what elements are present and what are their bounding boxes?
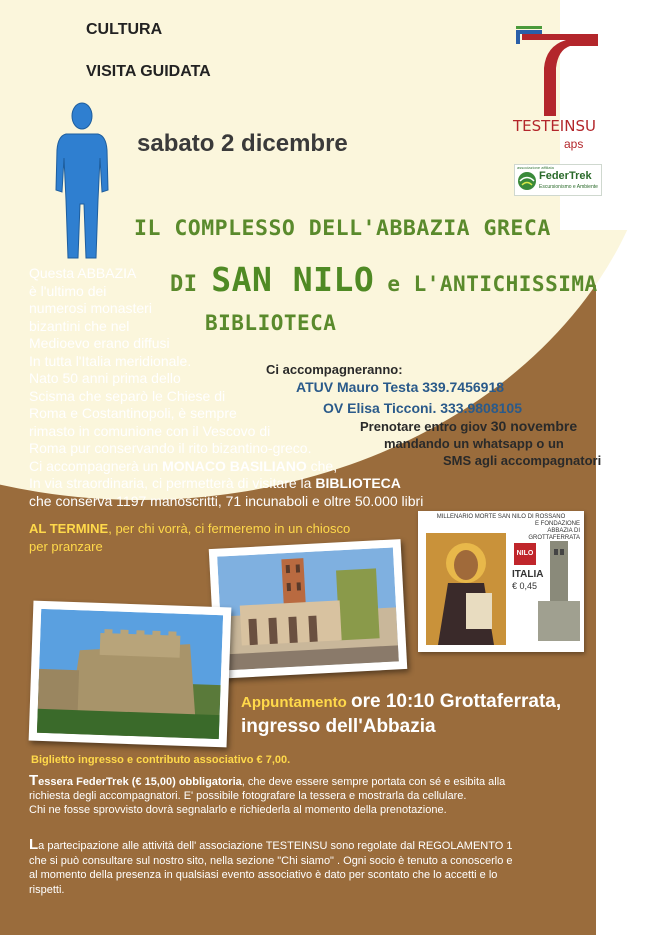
card-line-3: Chi ne fosse sprovvisto dovrà segnalarlo e richiederla al momento della prenotazione.: [29, 804, 447, 816]
card-line-1: [29, 774, 589, 789]
guides-heading: Ci accompagneranno:: [266, 362, 403, 377]
abbey-photo: [209, 539, 408, 679]
booking-pre: Prenotare entro giov: [360, 419, 491, 434]
federtrek-subtitle: Escursionismo e Ambiente: [539, 184, 598, 190]
stamp-caption-line: ABBAZIA DI: [547, 528, 580, 534]
ticket-price: Biglietto ingresso e contributo associativo € 7,00.: [31, 754, 291, 766]
monk-line: [29, 458, 423, 476]
description-line: è l'ultimo dei: [29, 282, 107, 299]
booking-date: 30 novembre: [490, 418, 578, 434]
description-line: rimasto in comunione con il Vescovo di: [29, 422, 271, 439]
monk-post: che,: [306, 457, 338, 474]
stamp-caption-line: MILLENARIO MORTE SAN NILO DI ROSSANO: [436, 514, 566, 520]
description-line: Medioevo erano diffusi: [29, 335, 170, 351]
description-line: Questa ABBAZIA: [29, 265, 137, 281]
stamp-value: € 0,45: [512, 581, 538, 591]
rules-line-1: [29, 838, 589, 854]
guide-2: OV Elisa Ticconi. 333.9808105: [323, 400, 522, 416]
testeinsu-name: TESTEINSU: [513, 117, 596, 135]
abbey-church-image: [217, 547, 399, 670]
guide-1: ATUV Mauro Testa 339.7456918: [296, 379, 505, 395]
title-line-1: IL COMPLESSO DELL'ABBAZIA GRECA: [134, 216, 551, 241]
testeinsu-logo-icon: [512, 20, 602, 120]
library-detail: che conserva 1197 manoscritti, 71 incunaboli e oltre 50.000 libri: [29, 492, 424, 509]
event-type-label: VISITA GUIDATA: [86, 63, 211, 80]
title-line-2-prefix: DI: [170, 272, 212, 297]
title-line-3: BIBLIOTECA: [205, 311, 337, 335]
rules-line-2: che si può consultare sul nostro sito, nella sezione "Chi siamo" . Ogni socio è tenuto a conoscerlo e: [29, 854, 513, 867]
description-line: bizantini che nel: [29, 317, 130, 334]
globe-icon: [517, 171, 537, 191]
booking-line-2: mandando un whatsapp o un: [384, 436, 564, 451]
rules-line-4: rispetti.: [29, 883, 65, 896]
meeting-place: ingresso dell'Abbazia: [241, 716, 436, 737]
testeinsu-suffix: aps: [564, 137, 584, 151]
nilo-logo: NILO: [514, 543, 536, 565]
library-highlight: BIBLIOTECA: [315, 475, 401, 491]
federtrek-logo: [514, 164, 602, 196]
meeting-line-1: [241, 690, 561, 715]
stamp-country: ITALIA: [512, 569, 544, 580]
booking-line-3: SMS agli accompagnatori: [443, 453, 602, 468]
castle-photo: [29, 601, 232, 748]
federtrek-top-text: associazione affiliata: [517, 165, 554, 170]
event-date: sabato 2 dicembre: [137, 130, 348, 157]
card-highlight: essera FederTrek (€ 15,00) obbligatoria: [38, 776, 242, 788]
meeting-info: [241, 690, 561, 739]
description-line: Roma e Costantinopoli, è sempre: [29, 405, 237, 421]
description-line: Scisma che separò le Chiese di: [29, 387, 226, 404]
description-line: numerosi monasteri: [29, 300, 152, 316]
rules-text: a partecipazione alle attività dell' associazione TESTEINSU sono regolate dal REGOLAMENTO 1: [38, 840, 513, 852]
meeting-prefix: Appuntamento: [241, 694, 351, 711]
card-text: , che deve essere sempre portata con sé e esibita alla: [241, 776, 506, 788]
library-pre: In via straordinaria, ci permetterà di visitare la: [29, 475, 316, 491]
rules-line-3: al momento della presenza in qualsiasi evento associativo è dato per scontato che lo accetti e lo: [29, 869, 498, 881]
lunch-text: , per chi vorrà, ci fermeremo in un chiosco: [108, 521, 351, 536]
description-line: Roma pur conservando il rito bizantino-greco.: [29, 440, 312, 456]
association-rules: [29, 838, 589, 897]
rules-initial: L: [29, 836, 39, 853]
title-line-2-suffix: e L'ANTICHISSIMA: [374, 272, 598, 296]
lunch-line-2: per pranzare: [29, 539, 103, 554]
meeting-time: ore 10:10 Grottaferrata,: [351, 691, 562, 712]
person-icon: [52, 100, 112, 260]
description-line: Nato 50 anni prima dello: [29, 370, 181, 386]
stamp-caption-line: E FONDAZIONE: [534, 521, 580, 527]
title-san-nilo: SAN NILO: [211, 260, 375, 299]
federtrek-name: FederTrek: [539, 170, 592, 182]
monk-pre: Ci accompagnerà un: [29, 457, 163, 474]
saint-icon-image: [426, 533, 506, 645]
lunch-highlight: AL TERMINE: [29, 521, 109, 536]
lunch-line-1: [29, 520, 350, 538]
category-label: CULTURA: [86, 21, 163, 38]
card-line-2: richiesta degli accompagnatori. E' possibile fotografare la tessera e mostrarla da cellulare.: [29, 790, 467, 802]
monk-highlight: MONACO BASILIANO: [162, 457, 307, 474]
library-line: [29, 475, 423, 493]
castle-image: [37, 609, 223, 739]
booking-line-1: [360, 418, 577, 434]
card-initial: T: [29, 772, 39, 789]
description-line: In tutta l'Italia meridionale.: [29, 352, 192, 369]
bell-tower-image: [538, 541, 580, 641]
membership-card-note: [29, 774, 589, 817]
commemorative-stamp: [418, 511, 584, 652]
stamp-caption-line: GROTTAFERRATA: [528, 535, 580, 541]
